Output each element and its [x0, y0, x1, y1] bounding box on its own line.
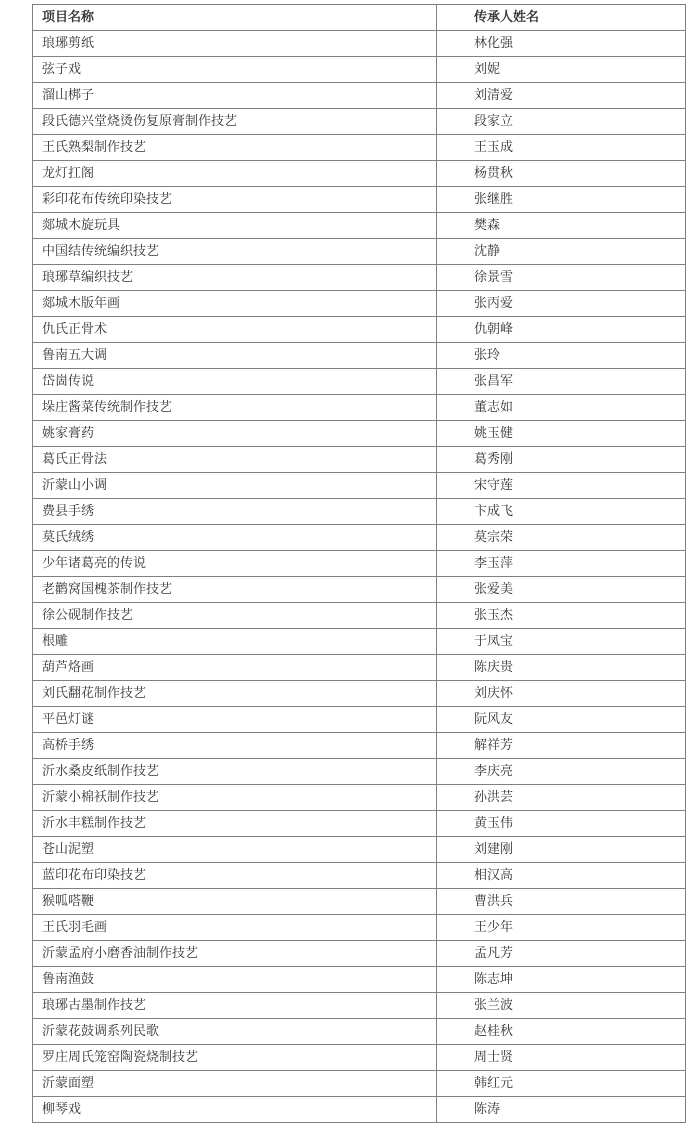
table-row — [33, 785, 686, 811]
project-name-cell: 琅琊草编织技艺 — [33, 265, 437, 291]
table-row — [33, 915, 686, 941]
inheritor-name-cell: 刘妮 — [437, 57, 686, 83]
project-name-cell: 根雕 — [33, 629, 437, 655]
inheritor-name-cell: 张丙爱 — [437, 291, 686, 317]
table-row — [33, 135, 686, 161]
table-row — [33, 317, 686, 343]
table-row — [33, 421, 686, 447]
table-row — [33, 655, 686, 681]
project-name-cell: 沂蒙小棉袄制作技艺 — [33, 785, 437, 811]
project-name-cell: 郯城木旋玩具 — [33, 213, 437, 239]
project-name-cell: 柳琴戏 — [33, 1097, 437, 1123]
inheritor-name-cell: 王少年 — [437, 915, 686, 941]
inheritor-name-cell: 徐景雪 — [437, 265, 686, 291]
project-name-cell: 罗庄周氏笼窑陶瓷烧制技艺 — [33, 1045, 437, 1071]
table-row — [33, 603, 686, 629]
project-name-cell: 中国结传统编织技艺 — [33, 239, 437, 265]
table-row — [33, 967, 686, 993]
inheritor-name-cell: 葛秀刚 — [437, 447, 686, 473]
project-name-cell: 沂蒙孟府小磨香油制作技艺 — [33, 941, 437, 967]
table-row — [33, 187, 686, 213]
project-name-cell: 岱崮传说 — [33, 369, 437, 395]
table-row — [33, 291, 686, 317]
project-name-cell: 王氏熟梨制作技艺 — [33, 135, 437, 161]
table-row — [33, 733, 686, 759]
table-row — [33, 109, 686, 135]
inheritor-name-cell: 刘建刚 — [437, 837, 686, 863]
inheritor-name-cell: 莫宗荣 — [437, 525, 686, 551]
project-name-cell: 沂蒙面塑 — [33, 1071, 437, 1097]
table-row — [33, 707, 686, 733]
project-name-cell: 龙灯扛阁 — [33, 161, 437, 187]
header-row — [33, 5, 686, 31]
project-name-cell: 段氏德兴堂烧烫伤复原膏制作技艺 — [33, 109, 437, 135]
project-name-cell: 溜山梆子 — [33, 83, 437, 109]
table-row — [33, 343, 686, 369]
project-name-cell: 垛庄酱菜传统制作技艺 — [33, 395, 437, 421]
table-row — [33, 395, 686, 421]
table-row — [33, 473, 686, 499]
table-row — [33, 161, 686, 187]
inheritor-name-cell: 张继胜 — [437, 187, 686, 213]
table-row — [33, 447, 686, 473]
inheritor-name-cell: 张玲 — [437, 343, 686, 369]
table-row — [33, 1019, 686, 1045]
project-name-cell: 少年诸葛亮的传说 — [33, 551, 437, 577]
table-row — [33, 57, 686, 83]
table-row — [33, 837, 686, 863]
project-name-cell: 沂水丰糕制作技艺 — [33, 811, 437, 837]
project-name-cell: 鲁南五大调 — [33, 343, 437, 369]
inheritor-name-cell: 韩红元 — [437, 1071, 686, 1097]
project-name-cell: 沂蒙花鼓调系列民歌 — [33, 1019, 437, 1045]
project-name-cell: 姚家膏药 — [33, 421, 437, 447]
table-row — [33, 863, 686, 889]
inheritor-name-cell: 李玉萍 — [437, 551, 686, 577]
inheritor-name-cell: 周士贤 — [437, 1045, 686, 1071]
table-row — [33, 83, 686, 109]
table-row — [33, 941, 686, 967]
table-row — [33, 1097, 686, 1123]
project-name-cell: 徐公砚制作技艺 — [33, 603, 437, 629]
heritage-table — [32, 4, 686, 1123]
project-name-cell: 刘氏翻花制作技艺 — [33, 681, 437, 707]
table-row — [33, 369, 686, 395]
table-row — [33, 239, 686, 265]
project-name-cell: 琅琊古墨制作技艺 — [33, 993, 437, 1019]
inheritor-name-cell: 宋守莲 — [437, 473, 686, 499]
table-row — [33, 1045, 686, 1071]
inheritor-name-cell: 沈静 — [437, 239, 686, 265]
project-name-cell: 平邑灯谜 — [33, 707, 437, 733]
inheritor-name-cell: 张昌军 — [437, 369, 686, 395]
table-row — [33, 993, 686, 1019]
header-inheritor-name: 传承人姓名 — [437, 5, 686, 31]
header-project-name: 项目名称 — [33, 5, 437, 31]
table-row — [33, 681, 686, 707]
table-row — [33, 213, 686, 239]
inheritor-name-cell: 姚玉健 — [437, 421, 686, 447]
inheritor-name-cell: 林化强 — [437, 31, 686, 57]
project-name-cell: 仇氏正骨术 — [33, 317, 437, 343]
inheritor-name-cell: 董志如 — [437, 395, 686, 421]
table-row — [33, 629, 686, 655]
project-name-cell: 琅琊剪纸 — [33, 31, 437, 57]
inheritor-name-cell: 阮风友 — [437, 707, 686, 733]
project-name-cell: 老鹳窝国槐茶制作技艺 — [33, 577, 437, 603]
table-row — [33, 889, 686, 915]
table-row — [33, 31, 686, 57]
inheritor-name-cell: 仇朝峰 — [437, 317, 686, 343]
table-row — [33, 811, 686, 837]
inheritor-name-cell: 卞成飞 — [437, 499, 686, 525]
table-row — [33, 265, 686, 291]
inheritor-name-cell: 于凤宝 — [437, 629, 686, 655]
inheritor-name-cell: 杨贯秋 — [437, 161, 686, 187]
table-row — [33, 551, 686, 577]
inheritor-name-cell: 孙洪芸 — [437, 785, 686, 811]
table-row — [33, 525, 686, 551]
project-name-cell: 王氏羽毛画 — [33, 915, 437, 941]
inheritor-name-cell: 曹洪兵 — [437, 889, 686, 915]
inheritor-name-cell: 陈志坤 — [437, 967, 686, 993]
inheritor-name-cell: 刘清爱 — [437, 83, 686, 109]
table-row — [33, 759, 686, 785]
project-name-cell: 高桥手绣 — [33, 733, 437, 759]
inheritor-name-cell: 张爱美 — [437, 577, 686, 603]
inheritor-name-cell: 李庆亮 — [437, 759, 686, 785]
inheritor-name-cell: 黄玉伟 — [437, 811, 686, 837]
project-name-cell: 莫氏绒绣 — [33, 525, 437, 551]
inheritor-name-cell: 刘庆怀 — [437, 681, 686, 707]
table-row — [33, 1071, 686, 1097]
project-name-cell: 蓝印花布印染技艺 — [33, 863, 437, 889]
project-name-cell: 猴呱嗒鞭 — [33, 889, 437, 915]
project-name-cell: 苍山泥塑 — [33, 837, 437, 863]
inheritor-name-cell: 解祥芳 — [437, 733, 686, 759]
inheritor-name-cell: 相汉高 — [437, 863, 686, 889]
project-name-cell: 郯城木版年画 — [33, 291, 437, 317]
project-name-cell: 费县手绣 — [33, 499, 437, 525]
project-name-cell: 葛氏正骨法 — [33, 447, 437, 473]
inheritor-name-cell: 孟凡芳 — [437, 941, 686, 967]
inheritor-name-cell: 张玉杰 — [437, 603, 686, 629]
project-name-cell: 葫芦烙画 — [33, 655, 437, 681]
project-name-cell: 弦子戏 — [33, 57, 437, 83]
inheritor-name-cell: 张兰波 — [437, 993, 686, 1019]
project-name-cell: 鲁南渔鼓 — [33, 967, 437, 993]
project-name-cell: 沂水桑皮纸制作技艺 — [33, 759, 437, 785]
inheritor-name-cell: 段家立 — [437, 109, 686, 135]
inheritor-name-cell: 陈涛 — [437, 1097, 686, 1123]
inheritor-name-cell: 赵桂秋 — [437, 1019, 686, 1045]
inheritor-name-cell: 樊森 — [437, 213, 686, 239]
table-row — [33, 577, 686, 603]
table-header — [33, 5, 686, 31]
project-name-cell: 彩印花布传统印染技艺 — [33, 187, 437, 213]
table-row — [33, 499, 686, 525]
inheritor-name-cell: 王玉成 — [437, 135, 686, 161]
inheritor-name-cell: 陈庆贵 — [437, 655, 686, 681]
project-name-cell: 沂蒙山小调 — [33, 473, 437, 499]
table-body — [33, 31, 686, 1123]
